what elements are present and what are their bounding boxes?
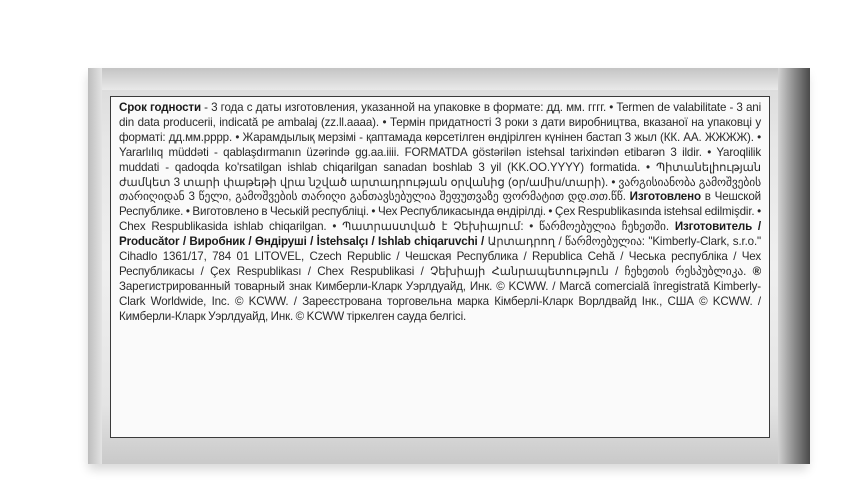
- shelf-life-ka: ვარგისიანობა გამოშვების თარიღიდან 3 წელი, გამოშვების თარიღი განთავსებულია შეფუთვაზე ფორმატით დდ.თთ.წწ.: [119, 175, 761, 204]
- shelf-life-ru: - 3 года с даты изготовления, указанной на упаковке в формате: дд. мм. гггг. •: [200, 101, 617, 114]
- registered-trademark-icon: ®: [746, 264, 761, 278]
- made-in-az: Çex Respublikasında istehsal edilmişdir. •: [554, 205, 761, 219]
- shelf-life-uk: Термін придатності 3 роки з дати виробництва, вказаної на упаковці у форматі: дд.мм.рррр. •: [119, 115, 761, 144]
- made-in-kk: Чех Республикасында өндірілді. •: [377, 205, 555, 219]
- trademark-ru: Зарегистрированный товарный знак Кимберли-Кларк Уэрлдуайд, Инк. © KCWW. /: [119, 279, 560, 293]
- shelf-life-uz: Yaroqlilik muddati - qadoqda ko'rsatilgan ishlab chiqarilgan sanadan boshlab 3 yil (KK.OO.YYYY) formatida. •: [119, 145, 761, 174]
- made-in-ka: წარმოებულია ჩეხეთში.: [539, 220, 675, 234]
- shelf-life-ro: Termen de valabilitate - 3 ani din data producerii, indicată pe ambalaj (zz.ll.aaaa). •: [119, 101, 761, 129]
- made-in-uk: Виготовлено в Чеській республіці. •: [192, 205, 378, 219]
- trademark-uk: Зареєстрована торговельна марка Кімберлі-Кларк Ворлдвайд Інк., США © KCWW. /: [302, 294, 762, 308]
- shelf-life-hy: Պիտանելիության ժամկետ 3 տարի փաթեթի վրա նշված արտադրության օրվանից (օր/ամիս/տարի). •: [119, 160, 761, 189]
- made-in-uz: Chex Respublikasida ishlab chiqarilgan. •: [119, 220, 343, 234]
- label-text: [119, 101, 761, 325]
- manufacturer-address: "Kimberly-Clark, s.r.o." Cihadlo 1361/17, 784 01 LITOVEL, Czech Republic / Чешская Республика / Republica Cehă / Чеська республіка / Чех Республикасы / Çex Respublikası / Chex Respublikasi / Չեխիայի Հանրապետություն / ჩეხეთის რესპუბლიკა.: [119, 235, 762, 278]
- info-label: [110, 96, 770, 438]
- shelf-life-az: Yararlılıq müddəti - qablaşdırmanın üzərində gg.aa.iiii. FORMATDA göstərilən istehsal tarixindən etibarən 3 ildir. •: [119, 145, 717, 159]
- shelf-life-heading: Срок годности: [119, 101, 201, 114]
- made-in-heading: Изготовлено: [629, 190, 701, 204]
- trademark-kk: Кимберли-Кларк Уэрлдуайд, Инк. © KCWW тіркелген сауда белгісі.: [119, 309, 467, 323]
- shelf-life-kk: Жарамдылық мерзімі - қаптамада көрсетілген өндірілген күнінен бастап 3 жыл (КК. АА. ЖЖЖЖ). •: [242, 130, 761, 144]
- box-top-flap: [92, 68, 804, 90]
- trademark-ro: Marcă comercială înregistrată Kimberly-Clark Worldwide, Inc. © KCWW. /: [119, 279, 761, 308]
- box-right-edge: [778, 68, 810, 464]
- manufacturer-hy-ka: Արտադրող / წარმოებულია:: [484, 235, 649, 249]
- made-in-hy: Պատրաստված է Չեխիայում: •: [342, 220, 540, 234]
- made-in-ru: в Чешской Республике. •: [119, 190, 761, 219]
- manufacturer-heading: Изготовитель / Producător / Виробник / Өндіруші / İstehsalçı / Ishlab chiqaruvchi /: [119, 220, 761, 249]
- box-left-edge: [88, 68, 102, 464]
